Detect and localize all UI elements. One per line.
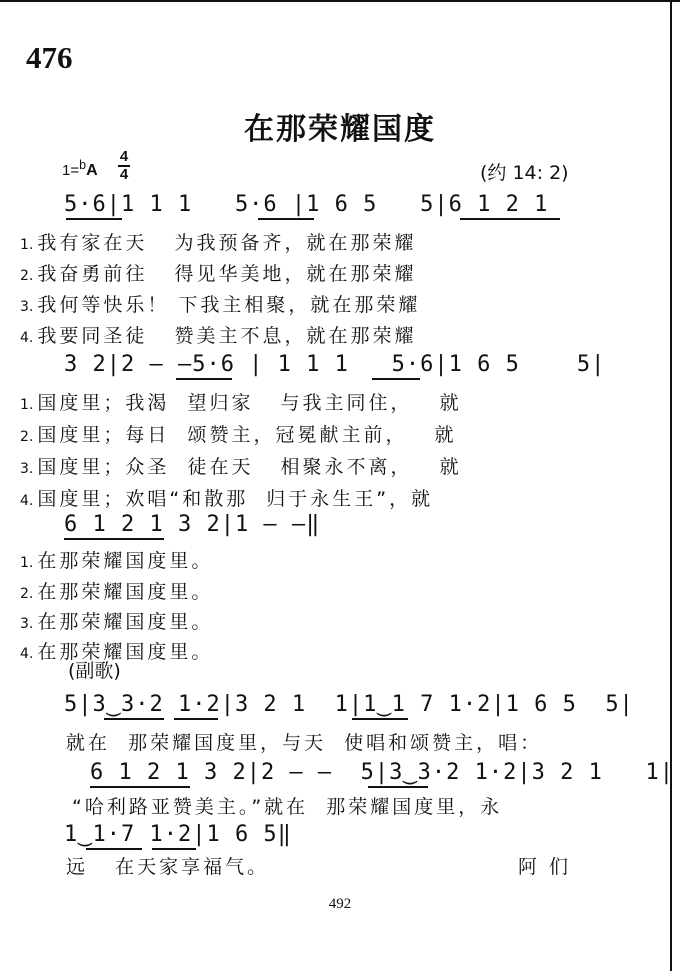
- chorus-notation-1: 5|3‿3·2 1·2|3 2 1 1|1‿1 7 1·2|1 6 5 5|: [64, 692, 634, 717]
- lyric-text: 在那荣耀国度里。: [37, 550, 214, 572]
- lyric-line: [20, 420, 457, 447]
- lyric-line: [20, 452, 462, 479]
- beam: [64, 538, 164, 540]
- lyric-text: 国度里；欢唱“和散那 归于永生王”，就: [37, 488, 434, 510]
- verse-number: 4.: [20, 493, 34, 509]
- beam: [174, 718, 218, 720]
- scripture-reference: (约 14: 2): [480, 162, 569, 184]
- verse-number: 1.: [20, 397, 34, 413]
- lyric-line: [20, 546, 213, 573]
- beam: [152, 848, 196, 850]
- beam: [258, 218, 314, 220]
- beam: [368, 786, 428, 788]
- lyric-text: 在那荣耀国度里。: [37, 611, 214, 633]
- hymn-title: 在那荣耀国度: [244, 112, 436, 147]
- beam: [372, 378, 420, 380]
- page-number: 492: [328, 896, 352, 912]
- chorus-notation-2: 6 1 2 1 3 2|2 – – 5|3‿3·2 1·2|3 2 1 1|: [90, 760, 675, 785]
- beam: [460, 218, 560, 220]
- verse-number: 1.: [20, 555, 34, 571]
- amen: 阿们: [518, 856, 581, 878]
- beam: [352, 718, 408, 720]
- notation-line-1: 5·6|1 1 1 5·6 |1 6 5 5|6 1 2 1: [64, 192, 549, 217]
- chorus-lyric-1: 就在 那荣耀国度里，与天 使唱和颂赞主，唱：: [66, 732, 543, 754]
- chorus-label: (副歌): [68, 660, 121, 682]
- verse-number: 2.: [20, 586, 34, 602]
- lyric-text: 我要同圣徒 赞美主不息，就在那荣耀: [37, 325, 417, 347]
- lyric-line: [20, 321, 416, 348]
- chorus-notation-3: 1‿1·7 1·2|1 6 5‖: [64, 822, 292, 847]
- time-top: 4: [119, 148, 129, 165]
- scan-edge-top: [0, 0, 680, 2]
- verse-number: 4.: [20, 330, 34, 346]
- hymn-number: 476: [26, 40, 73, 75]
- chorus-lyric-2: “哈利路亚赞美主。”就在 那荣耀国度里，永: [72, 796, 503, 818]
- chorus-lyric-3: 远 在天家享福气。: [66, 856, 270, 878]
- verse-number: 3.: [20, 616, 34, 632]
- lyric-text: 在那荣耀国度里。: [37, 581, 214, 603]
- lyric-text: 国度里；每日 颂赞主，冠冕献主前， 就: [37, 424, 457, 446]
- key-note: A: [86, 162, 98, 179]
- lyric-text: 国度里；众圣 徒在天 相聚永不离， 就: [37, 456, 462, 478]
- time-signature: [118, 150, 130, 182]
- lyric-line: [20, 577, 213, 604]
- verse-number: 3.: [20, 461, 34, 477]
- lyric-text: 在那荣耀国度里。: [37, 641, 214, 663]
- lyric-text: 我奋勇前往 得见华美地，就在那荣耀: [37, 263, 417, 285]
- verse-number: 4.: [20, 646, 34, 662]
- verse-number: 3.: [20, 299, 34, 315]
- lyric-line: [20, 259, 416, 286]
- key-signature: [62, 158, 98, 180]
- beam: [176, 378, 232, 380]
- beam: [90, 786, 190, 788]
- lyric-line: [20, 388, 462, 415]
- lyric-text: 我何等快乐！ 下我主相聚，就在那荣耀: [37, 294, 421, 316]
- notation-line-2: 3 2|2 – –5·6 | 1 1 1 5·6|1 6 5 5|: [64, 352, 606, 377]
- lyric-text: 国度里；我渴 望归家 与我主同住， 就: [37, 392, 462, 414]
- beam: [66, 218, 122, 220]
- lyric-line: [20, 484, 433, 511]
- beam: [104, 718, 164, 720]
- lyric-text: 我有家在天 为我预备齐，就在那荣耀: [37, 232, 417, 254]
- lyric-line: [20, 228, 416, 255]
- verse-number: 2.: [20, 429, 34, 445]
- lyric-line: [20, 290, 420, 317]
- key-flat: b: [79, 158, 87, 172]
- verse-number: 1.: [20, 237, 34, 253]
- lyric-line: [20, 607, 213, 634]
- verse-number: 2.: [20, 268, 34, 284]
- notation-line-3: 6 1 2 1 3 2|1 – –‖: [64, 512, 321, 537]
- time-bottom: 4: [119, 166, 129, 183]
- beam: [86, 848, 142, 850]
- key-prefix: 1=: [62, 162, 80, 179]
